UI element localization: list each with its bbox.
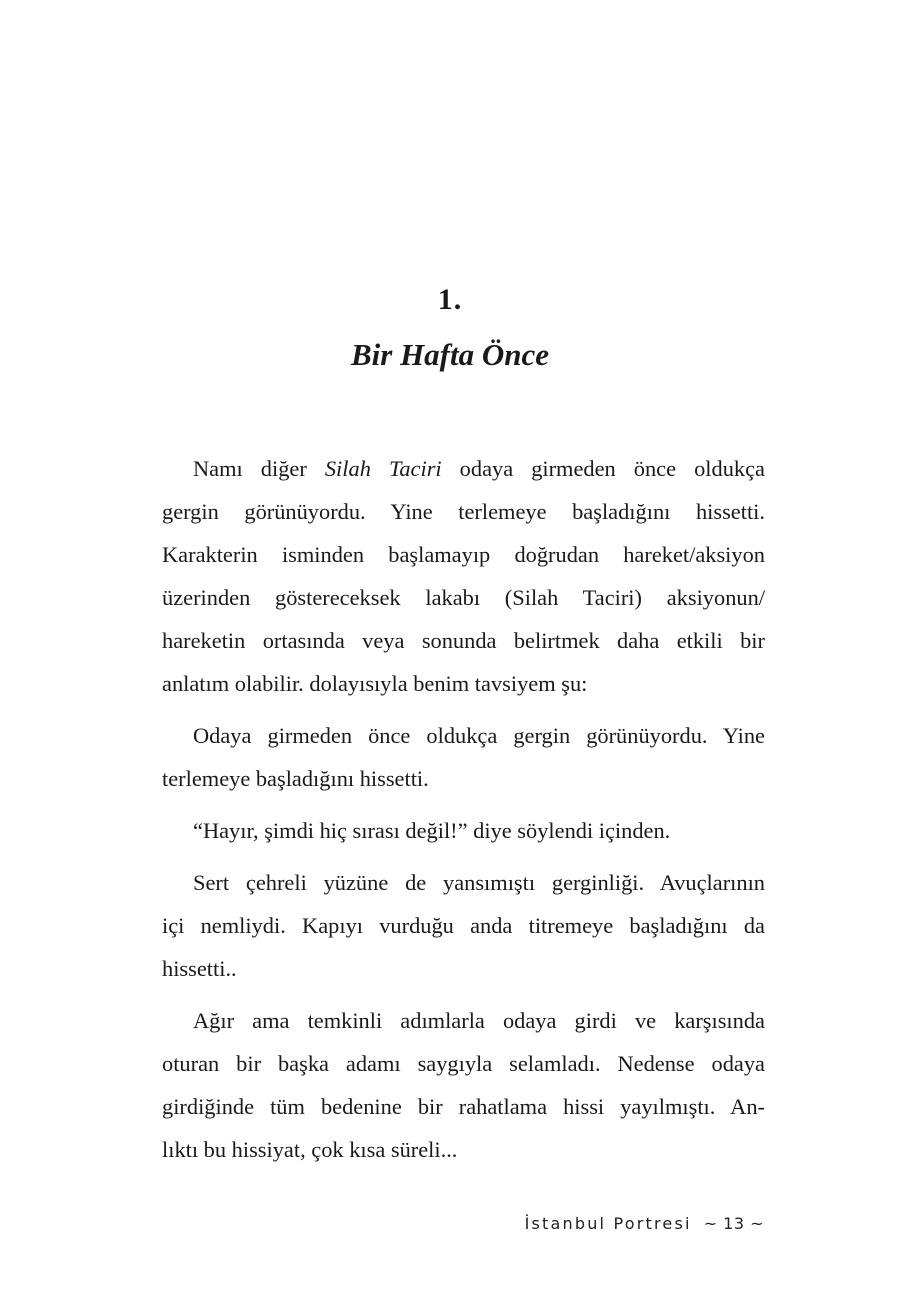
- text-line: içi nemliydi. Kapıyı vurduğu anda titremeye başladığını da: [162, 913, 765, 938]
- text-line: hissetti..: [162, 956, 237, 981]
- book-title: İstanbul Portresi: [524, 1214, 692, 1233]
- paragraph: [162, 447, 765, 705]
- text-line: Namı diğer Silah Taciri odaya girmeden önce oldukça: [193, 456, 765, 481]
- text-line: Ağır ama temkinli adımlarla odaya girdi ve karşısında: [193, 1008, 765, 1033]
- chapter-title: Bir Hafta Önce: [350, 337, 550, 372]
- chapter-number: 1.: [437, 283, 463, 316]
- running-footer: [525, 1214, 764, 1233]
- paragraph: [162, 809, 765, 852]
- paragraph: [162, 999, 765, 1171]
- text-line: Odaya girmeden önce oldukça gergin görünüyordu. Yine: [193, 723, 765, 748]
- text-line: Sert çehreli yüzüne de yansımıştı gerginliği. Avuçlarının: [193, 870, 765, 895]
- text-line: lıktı bu hissiyat, çok kısa süreli...: [162, 1137, 458, 1162]
- page-number: ~ 13 ~: [703, 1214, 764, 1233]
- text-line: gergin görünüyordu. Yine terlemeye başladığını hissetti.: [162, 499, 765, 524]
- text-line: terlemeye başladığını hissetti.: [162, 766, 429, 791]
- text-line: anlatım olabilir. dolayısıyla benim tavsiyem şu:: [162, 671, 588, 696]
- text-line: Karakterin isminden başlamayıp doğrudan hareket/aksiyon: [162, 542, 765, 567]
- text-line: “Hayır, şimdi hiç sırası değil!” diye söylendi içinden.: [193, 818, 671, 843]
- body-text: [162, 447, 765, 1180]
- emphasis-text: Silah Taciri: [324, 456, 442, 481]
- text-line: girdiğinde tüm bedenine bir rahatlama hissi yayılmıştı. An-: [162, 1094, 765, 1119]
- paragraph: [162, 714, 765, 800]
- text-line: üzerinden göstereceksek lakabı (Silah Taciri) aksiyonun/: [162, 585, 765, 610]
- text-line: oturan bir başka adamı saygıyla selamladı. Nedense odaya: [162, 1051, 765, 1076]
- text-line: hareketin ortasında veya sonunda belirtmek daha etkili bir: [162, 628, 765, 653]
- paragraph: [162, 861, 765, 990]
